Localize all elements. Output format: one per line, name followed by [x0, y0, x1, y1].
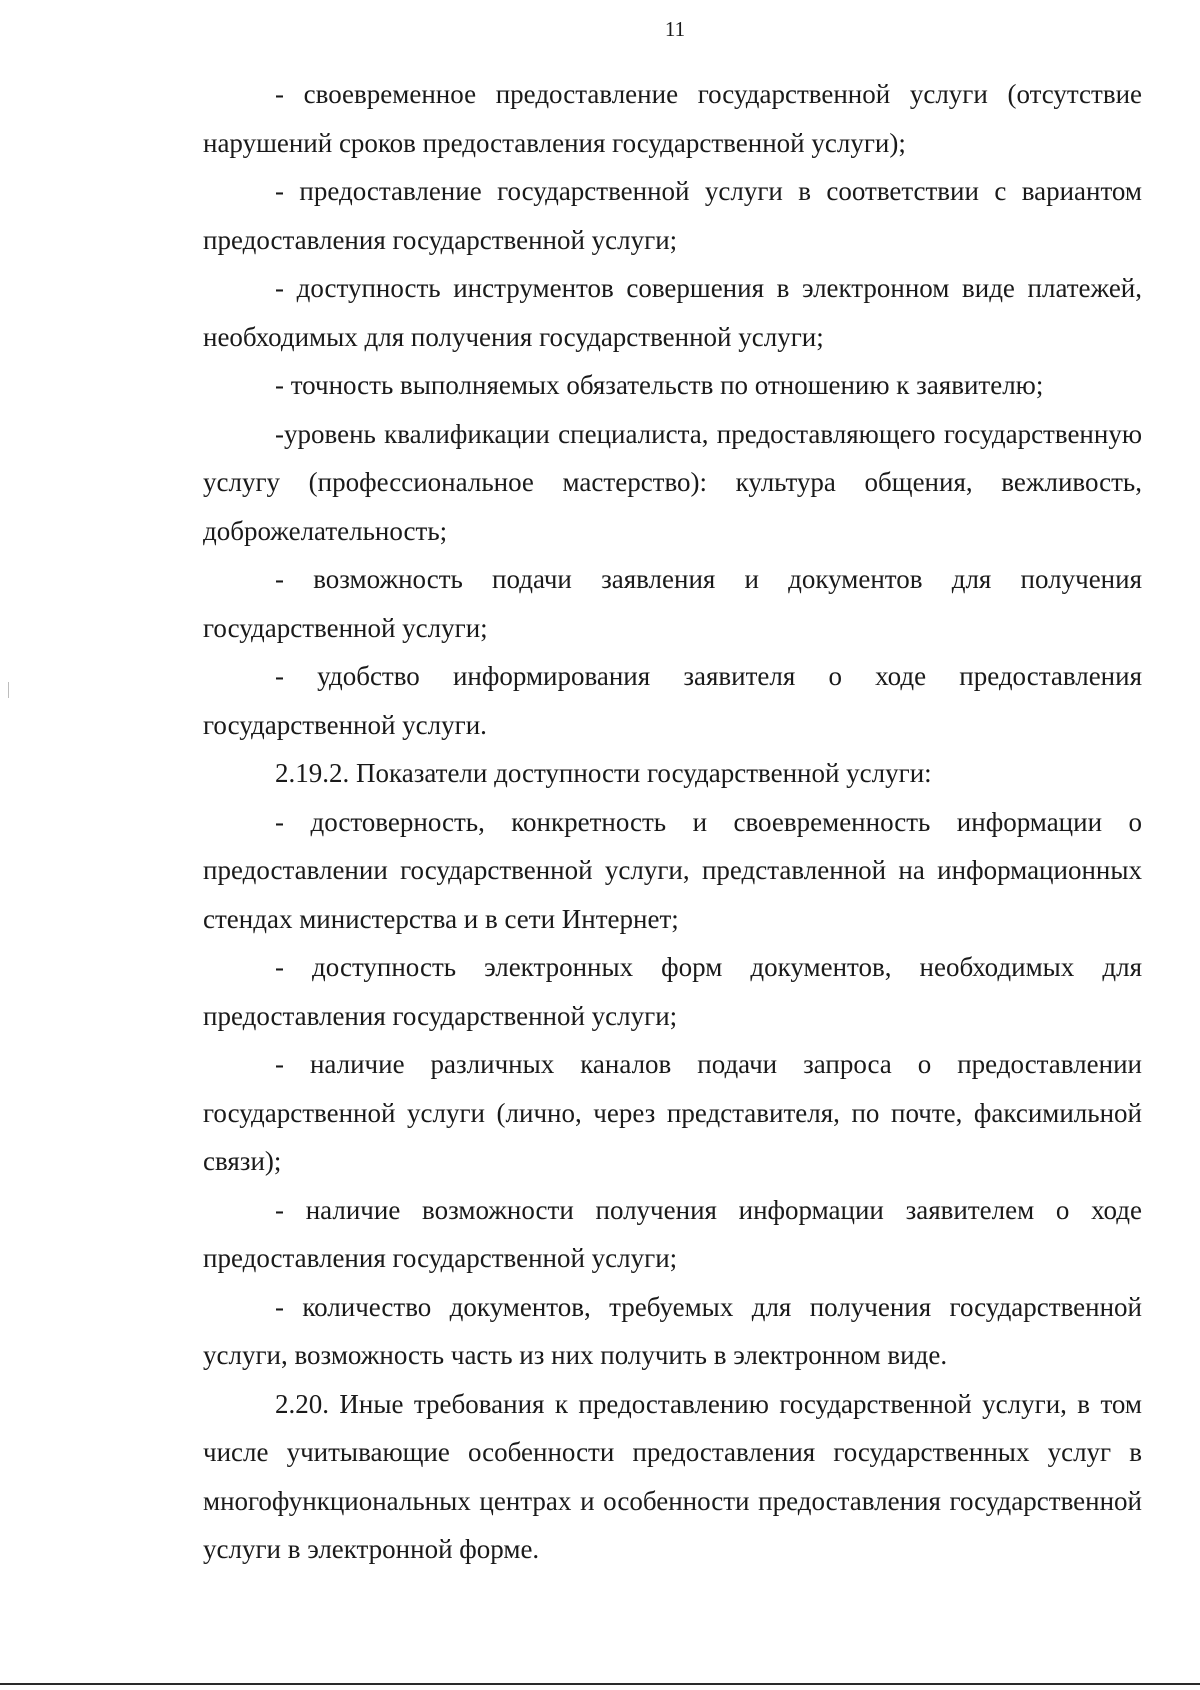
paragraph-obligation-accuracy: - точность выполняемых обязательств по отношению к заявителю;: [275, 370, 1044, 400]
scan-mark: [8, 682, 9, 698]
paragraph-document-count: - количество документов, требуемых для получения государственной услуги, возможность часть из них получить в электронном виде.: [203, 1291, 1142, 1370]
paragraph-electronic-forms: - доступность электронных форм документов, необходимых для предоставления государственной услуги;: [203, 952, 1142, 1031]
paragraph-submission-channels: - наличие различных каналов подачи запроса о предоставлении государственной услуги (лично, через представителя, по почте, факсимильной связи);: [203, 1049, 1142, 1176]
paragraph-timeliness: - своевременное предоставление государственной услуги (отсутствие нарушений сроков предоставления государственной услуги);: [203, 79, 1142, 158]
paragraph-other-requirements: 2.20. Иные требования к предоставлению государственной услуги, в том числе учитывающие особенности предоставления государственных услуг в многофункциональных центрах и особенности предоставления государственной услуги в электронной форме.: [203, 1388, 1142, 1564]
paragraph-progress-information: - наличие возможности получения информации заявителем о ходе предоставления государственной услуги;: [203, 1194, 1142, 1273]
paragraph-service-variant: - предоставление государственной услуги в соответствии с вариантом предоставления государственной услуги;: [203, 176, 1142, 255]
paragraph-specialist-qualification: -уровень квалификации специалиста, предоставляющего государственную услугу (профессиональное мастерство): культура общения, вежливость, доброжелательность;: [203, 418, 1142, 546]
paragraph-application-submission: - возможность подачи заявления и документов для получения государственной услуги;: [203, 564, 1142, 643]
paragraph-accessibility-heading: 2.19.2. Показатели доступности государственной услуги:: [275, 758, 932, 788]
document-body: [203, 70, 1142, 1574]
paragraph-information-reliability: - достоверность, конкретность и своевременность информации о предоставлении государственной услуги, представленной на информационных стендах министерства и в сети Интернет;: [203, 806, 1142, 934]
bottom-rule: [0, 1683, 1200, 1685]
paragraph-progress-informing: - удобство информирования заявителя о ходе предоставления государственной услуги.: [203, 661, 1142, 740]
paragraph-payment-tools: - доступность инструментов совершения в электронном виде платежей, необходимых для получения государственной услуги;: [203, 273, 1142, 352]
page-number: 11: [664, 17, 686, 41]
